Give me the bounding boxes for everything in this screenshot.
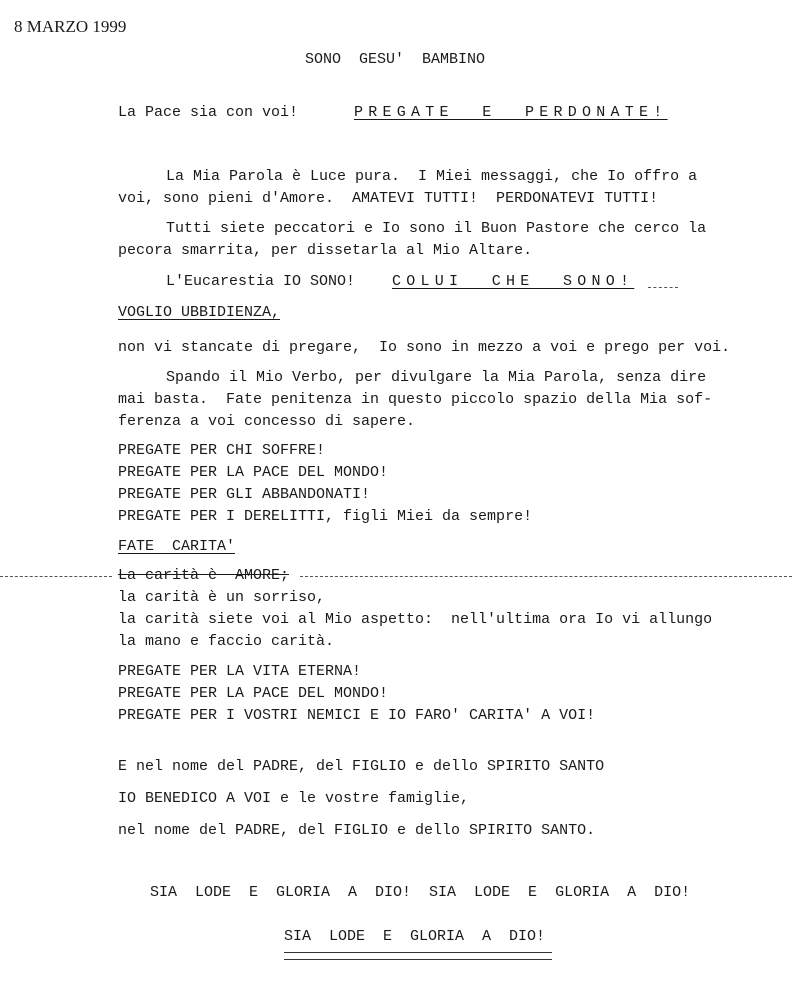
- praise-line-2: SIA LODE E GLORIA A DIO!: [284, 928, 546, 945]
- blessing-line: IO BENEDICO A VOI e le vostre famiglie,: [118, 790, 470, 807]
- prayer-line: PREGATE PER CHI SOFFRE!: [118, 442, 326, 459]
- heading-fate-carita: FATE CARITA': [118, 538, 236, 555]
- heading-pregate-perdonate: PREGATE E PERDONATE!: [354, 104, 668, 121]
- prayer-line: PREGATE PER I VOSTRI NEMICI E IO FARO' CARITA' A VOI!: [118, 707, 596, 724]
- charity-line: la carità è un sorriso,: [118, 589, 326, 606]
- prayer-line: PREGATE PER LA PACE DEL MONDO!: [118, 464, 389, 481]
- paragraph-4-line-1: Spando il Mio Verbo, per divulgare la Mia Parola, senza dire: [166, 369, 707, 386]
- heading-voglio-ubbidienza: VOGLIO UBBIDIENZA,: [118, 304, 281, 321]
- prayer-line: PREGATE PER LA VITA ETERNA!: [118, 663, 362, 680]
- charity-line: la mano e faccio carità.: [118, 633, 335, 650]
- paragraph-4-line-3: ferenza a voi concesso di sapere.: [118, 413, 416, 430]
- prayer-line: PREGATE PER I DERELITTI, figli Miei da sempre!: [118, 508, 533, 525]
- blessing-line: E nel nome del PADRE, del FIGLIO e dello SPIRITO SANTO: [118, 758, 605, 775]
- charity-line: La carità è AMORE;: [118, 567, 290, 584]
- prayer-line: PREGATE PER GLI ABBANDONATI!: [118, 486, 371, 503]
- greeting: La Pace sia con voi!: [118, 104, 299, 121]
- fold-line-right: [300, 576, 792, 577]
- fold-line-left: [0, 576, 112, 577]
- paragraph-2-line-2: pecora smarrita, per dissetarla al Mio Altare.: [118, 242, 533, 259]
- praise-line-1: SIA LODE E GLORIA A DIO! SIA LODE E GLORIA A DIO!: [150, 884, 691, 901]
- date-header: 8 MARZO 1999: [14, 17, 127, 36]
- paragraph-1-line-1: La Mia Parola è Luce pura. I Miei messaggi, che Io offro a: [166, 168, 698, 185]
- double-rule: [284, 952, 552, 960]
- paragraph-3-prefix: L'Eucarestia IO SONO!: [166, 273, 356, 290]
- charity-line: la carità siete voi al Mio aspetto: nell'ultima ora Io vi allungo: [118, 611, 713, 628]
- obey-line: non vi stancate di pregare, Io sono in mezzo a voi e prego per voi.: [118, 339, 731, 356]
- paragraph-4-line-2: mai basta. Fate penitenza in questo piccolo spazio della Mia sof-: [118, 391, 713, 408]
- colui-che-sono: COLUI CHE SONO!: [392, 273, 635, 290]
- paragraph-1-line-2: voi, sono pieni d'Amore. AMATEVI TUTTI! PERDONATEVI TUTTI!: [118, 190, 659, 207]
- stray-dash-mark: [648, 287, 678, 288]
- blessing-line: nel nome del PADRE, del FIGLIO e dello SPIRITO SANTO.: [118, 822, 596, 839]
- page-title: SONO GESU' BAMBINO: [305, 51, 486, 68]
- prayer-line: PREGATE PER LA PACE DEL MONDO!: [118, 685, 389, 702]
- paragraph-2-line-1: Tutti siete peccatori e Io sono il Buon Pastore che cerco la: [166, 220, 707, 237]
